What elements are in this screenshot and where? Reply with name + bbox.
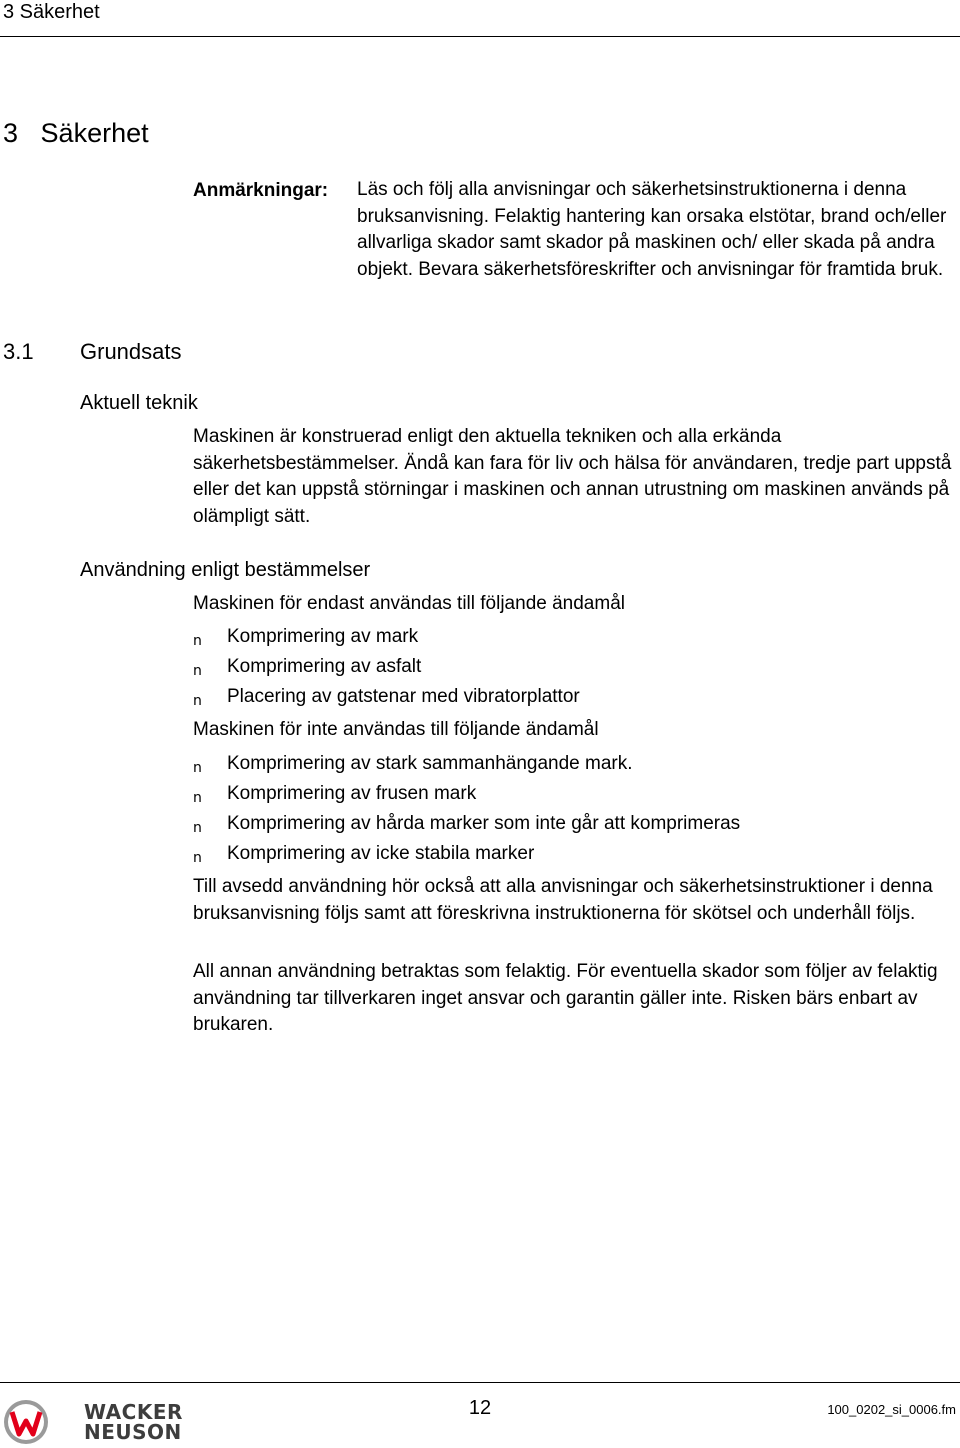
bullet-icon: n [193, 820, 202, 836]
bullet-icon: n [193, 760, 202, 776]
header-divider [0, 36, 960, 37]
brand-logo [84, 1402, 183, 1442]
wacker-neuson-emblem-icon [3, 1399, 49, 1445]
note-label: Anmärkningar: [193, 180, 329, 201]
document-id: 100_0202_si_0006.fm [827, 1402, 956, 1417]
note-text: Läs och följ alla anvisningar och säkerhetsinstruktionerna i denna bruksanvisning. Felaktig hantering kan orsaka elstötar, brand och/eller allvarliga skador samt skador på maskinen och/ eller skada på andra objekt. Bevara säkerhetsföreskrifter och anvisningar för framtida bruk. [357, 179, 947, 280]
bullet-icon: n [193, 663, 202, 679]
misuse-paragraph: All annan användning betraktas som felaktig. För eventuella skador som följer av felaktig användning tar tillverkaren inget ansvar och garantin gäller inte. Risken bärs enbart av brukaren. [193, 961, 938, 1035]
footer-divider [0, 1382, 960, 1383]
subheading-intended-use: Användning enligt bestämmelser [80, 559, 371, 581]
intended-use-paragraph: Till avsedd användning hör också att alla anvisningar och säkerhetsinstruktioner i denna bruksanvisning följs samt att föreskrivna instruktionerna för skötsel och underhåll följs. [193, 876, 933, 924]
forbidden-intro: Maskinen för inte användas till följande ändamål [193, 719, 599, 740]
section-number: 3.1 [3, 339, 34, 364]
chapter-title-text: Säkerhet [40, 118, 149, 148]
chapter-number: 3 [3, 118, 19, 148]
bullet-icon: n [193, 850, 202, 866]
bullet-icon: n [193, 790, 202, 806]
allowed-intro: Maskinen för endast användas till följande ändamål [193, 593, 625, 614]
chapter-title [3, 117, 149, 149]
logo-line-1: WACKER [84, 1400, 183, 1424]
running-header: 3 Säkerhet [3, 1, 100, 23]
subheading-current-tech: Aktuell teknik [80, 392, 198, 414]
bullet-icon: n [193, 633, 202, 649]
bullet-icon: n [193, 693, 202, 709]
page-number: 12 [468, 1397, 492, 1419]
section-title-text: Grundsats [80, 339, 182, 364]
current-tech-text: Maskinen är konstruerad enligt den aktuella tekniken och alla erkända säkerhetsbestämmelser. Ändå kan fara för liv och hälsa för användaren, tredje part uppstå eller det kan uppstå störningar i maskinen och annan utrustning om maskinen används på olämpligt sätt. [193, 426, 952, 527]
section-title [3, 338, 182, 366]
logo-line-2: NEUSON [84, 1420, 182, 1444]
